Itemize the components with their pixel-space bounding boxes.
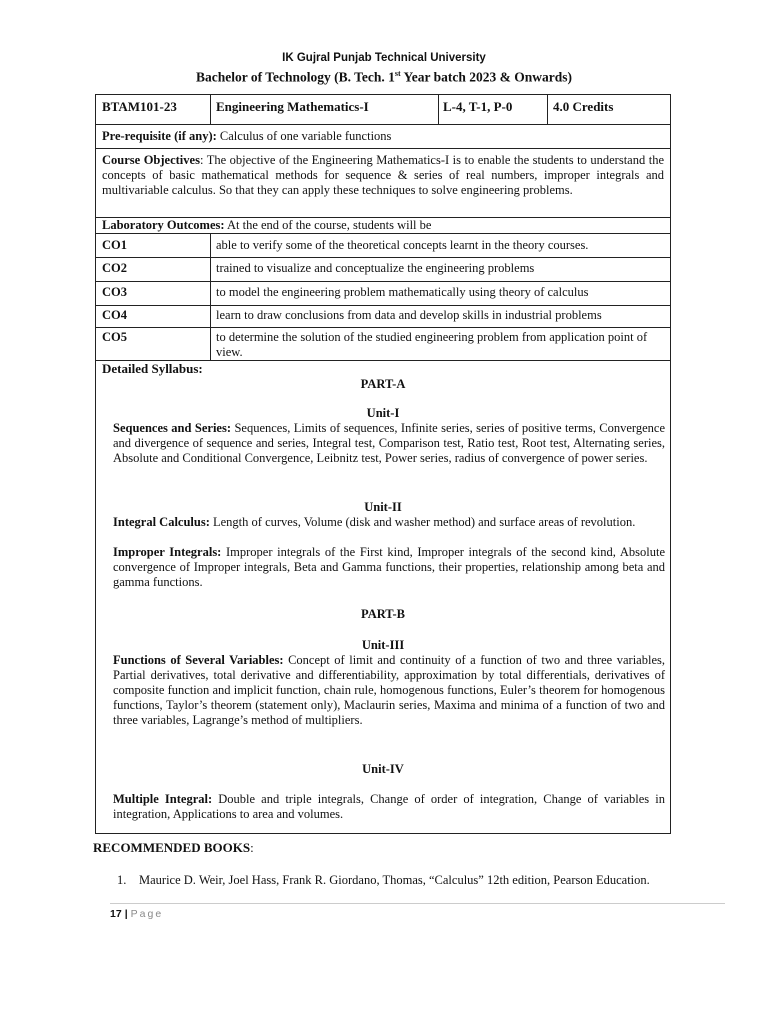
lab-outcomes-intro: Laboratory Outcomes: At the end of the course, students will be xyxy=(102,218,432,232)
footer-divider xyxy=(110,903,725,904)
course-code: BTAM101-23 xyxy=(102,99,177,114)
co2-text: trained to visualize and conceptualize the engineering problems xyxy=(216,261,535,275)
university-name: IK Gujral Punjab Technical University xyxy=(282,52,486,64)
unit4-heading: Unit-IV xyxy=(362,762,404,776)
unit1-content: Sequences and Series: Sequences, Limits of sequences, Infinite series, series of positive terms, Convergence and divergence of sequence and series, Integral test, Comparison test, Ratio test, Root test, Alternating series, Absolute and Conditional Convergence, Leibnitz test, Power series, radius of convergence of power series. xyxy=(113,421,665,465)
unit2-integral-calculus: Integral Calculus: Length of curves, Volume (disk and washer method) and surface areas of revolution. xyxy=(113,515,636,529)
course-credits: 4.0 Credits xyxy=(553,99,614,114)
co4-text: learn to draw conclusions from data and develop skills in industrial problems xyxy=(216,308,602,322)
book-1-number: 1. xyxy=(117,873,127,887)
program-title: Bachelor of Technology (B. Tech. 1st Year batch 2023 & Onwards) xyxy=(195,69,573,85)
co5-code: CO5 xyxy=(102,330,127,344)
co3-text: to model the engineering problem mathematically using theory of calculus xyxy=(216,285,589,299)
co3-code: CO3 xyxy=(102,285,127,299)
part-a-heading: PART-A xyxy=(360,377,406,391)
book-1: Maurice D. Weir, Joel Hass, Frank R. Giordano, Thomas, “Calculus” 12th edition, Pearson Education. xyxy=(139,873,650,887)
course-title: Engineering Mathematics-I xyxy=(216,99,369,114)
co1-code: CO1 xyxy=(102,238,127,252)
page-footer: 17 | Page xyxy=(110,908,164,920)
course-ltp: L-4, T-1, P-0 xyxy=(443,99,513,114)
prerequisite: Pre-requisite (if any): Calculus of one variable functions xyxy=(102,129,392,143)
unit4-content: Multiple Integral: Double and triple integrals, Change of order of integration, Change of variables in integration, Applications to area and volumes. xyxy=(113,792,665,821)
co4-code: CO4 xyxy=(102,308,127,322)
course-objectives: Course Objectives: The objective of the Engineering Mathematics-I is to enable the students to understand the concepts of basic mathematical methods for sequence & series of real numbers, improper integrals and multivariable calculus. So that they can apply these techniques to solve engineering problems. xyxy=(102,153,665,197)
unit2-improper-integrals: Improper Integrals: Improper integrals of the First kind, Improper integrals of the second kind, Absolute convergence of Improper integrals, Beta and Gamma functions, their properties, relationship among beta and gamma functions. xyxy=(113,545,666,589)
part-b-heading: PART-B xyxy=(360,607,405,621)
syllabus-heading: Detailed Syllabus: xyxy=(102,361,203,376)
co2-code: CO2 xyxy=(102,261,127,275)
unit2-heading: Unit-II xyxy=(364,500,402,514)
unit1-heading: Unit-I xyxy=(366,406,400,420)
recommended-books-heading: RECOMMENDED BOOKS: xyxy=(93,840,254,855)
co5-text: to determine the solution of the studied engineering problem from application point of view. xyxy=(216,330,648,359)
unit3-content: Functions of Several Variables: Concept of limit and continuity of a function of two and three variables, Partial derivatives, total derivative and differentiability, approximation by total differentials, derivatives of composite function and implicit function, chain rule, homogenous functions, Euler’s theorem for homogenous functions, Taylor’s theorem (statement only), Maclaurin series, Maxima and minima of a function of two and three variables, Lagrange’s method of multipliers. xyxy=(113,653,665,727)
syllabus-table xyxy=(95,94,671,834)
unit3-heading: Unit-III xyxy=(361,638,405,652)
co1-text: able to verify some of the theoretical concepts learnt in the theory courses. xyxy=(216,238,589,252)
